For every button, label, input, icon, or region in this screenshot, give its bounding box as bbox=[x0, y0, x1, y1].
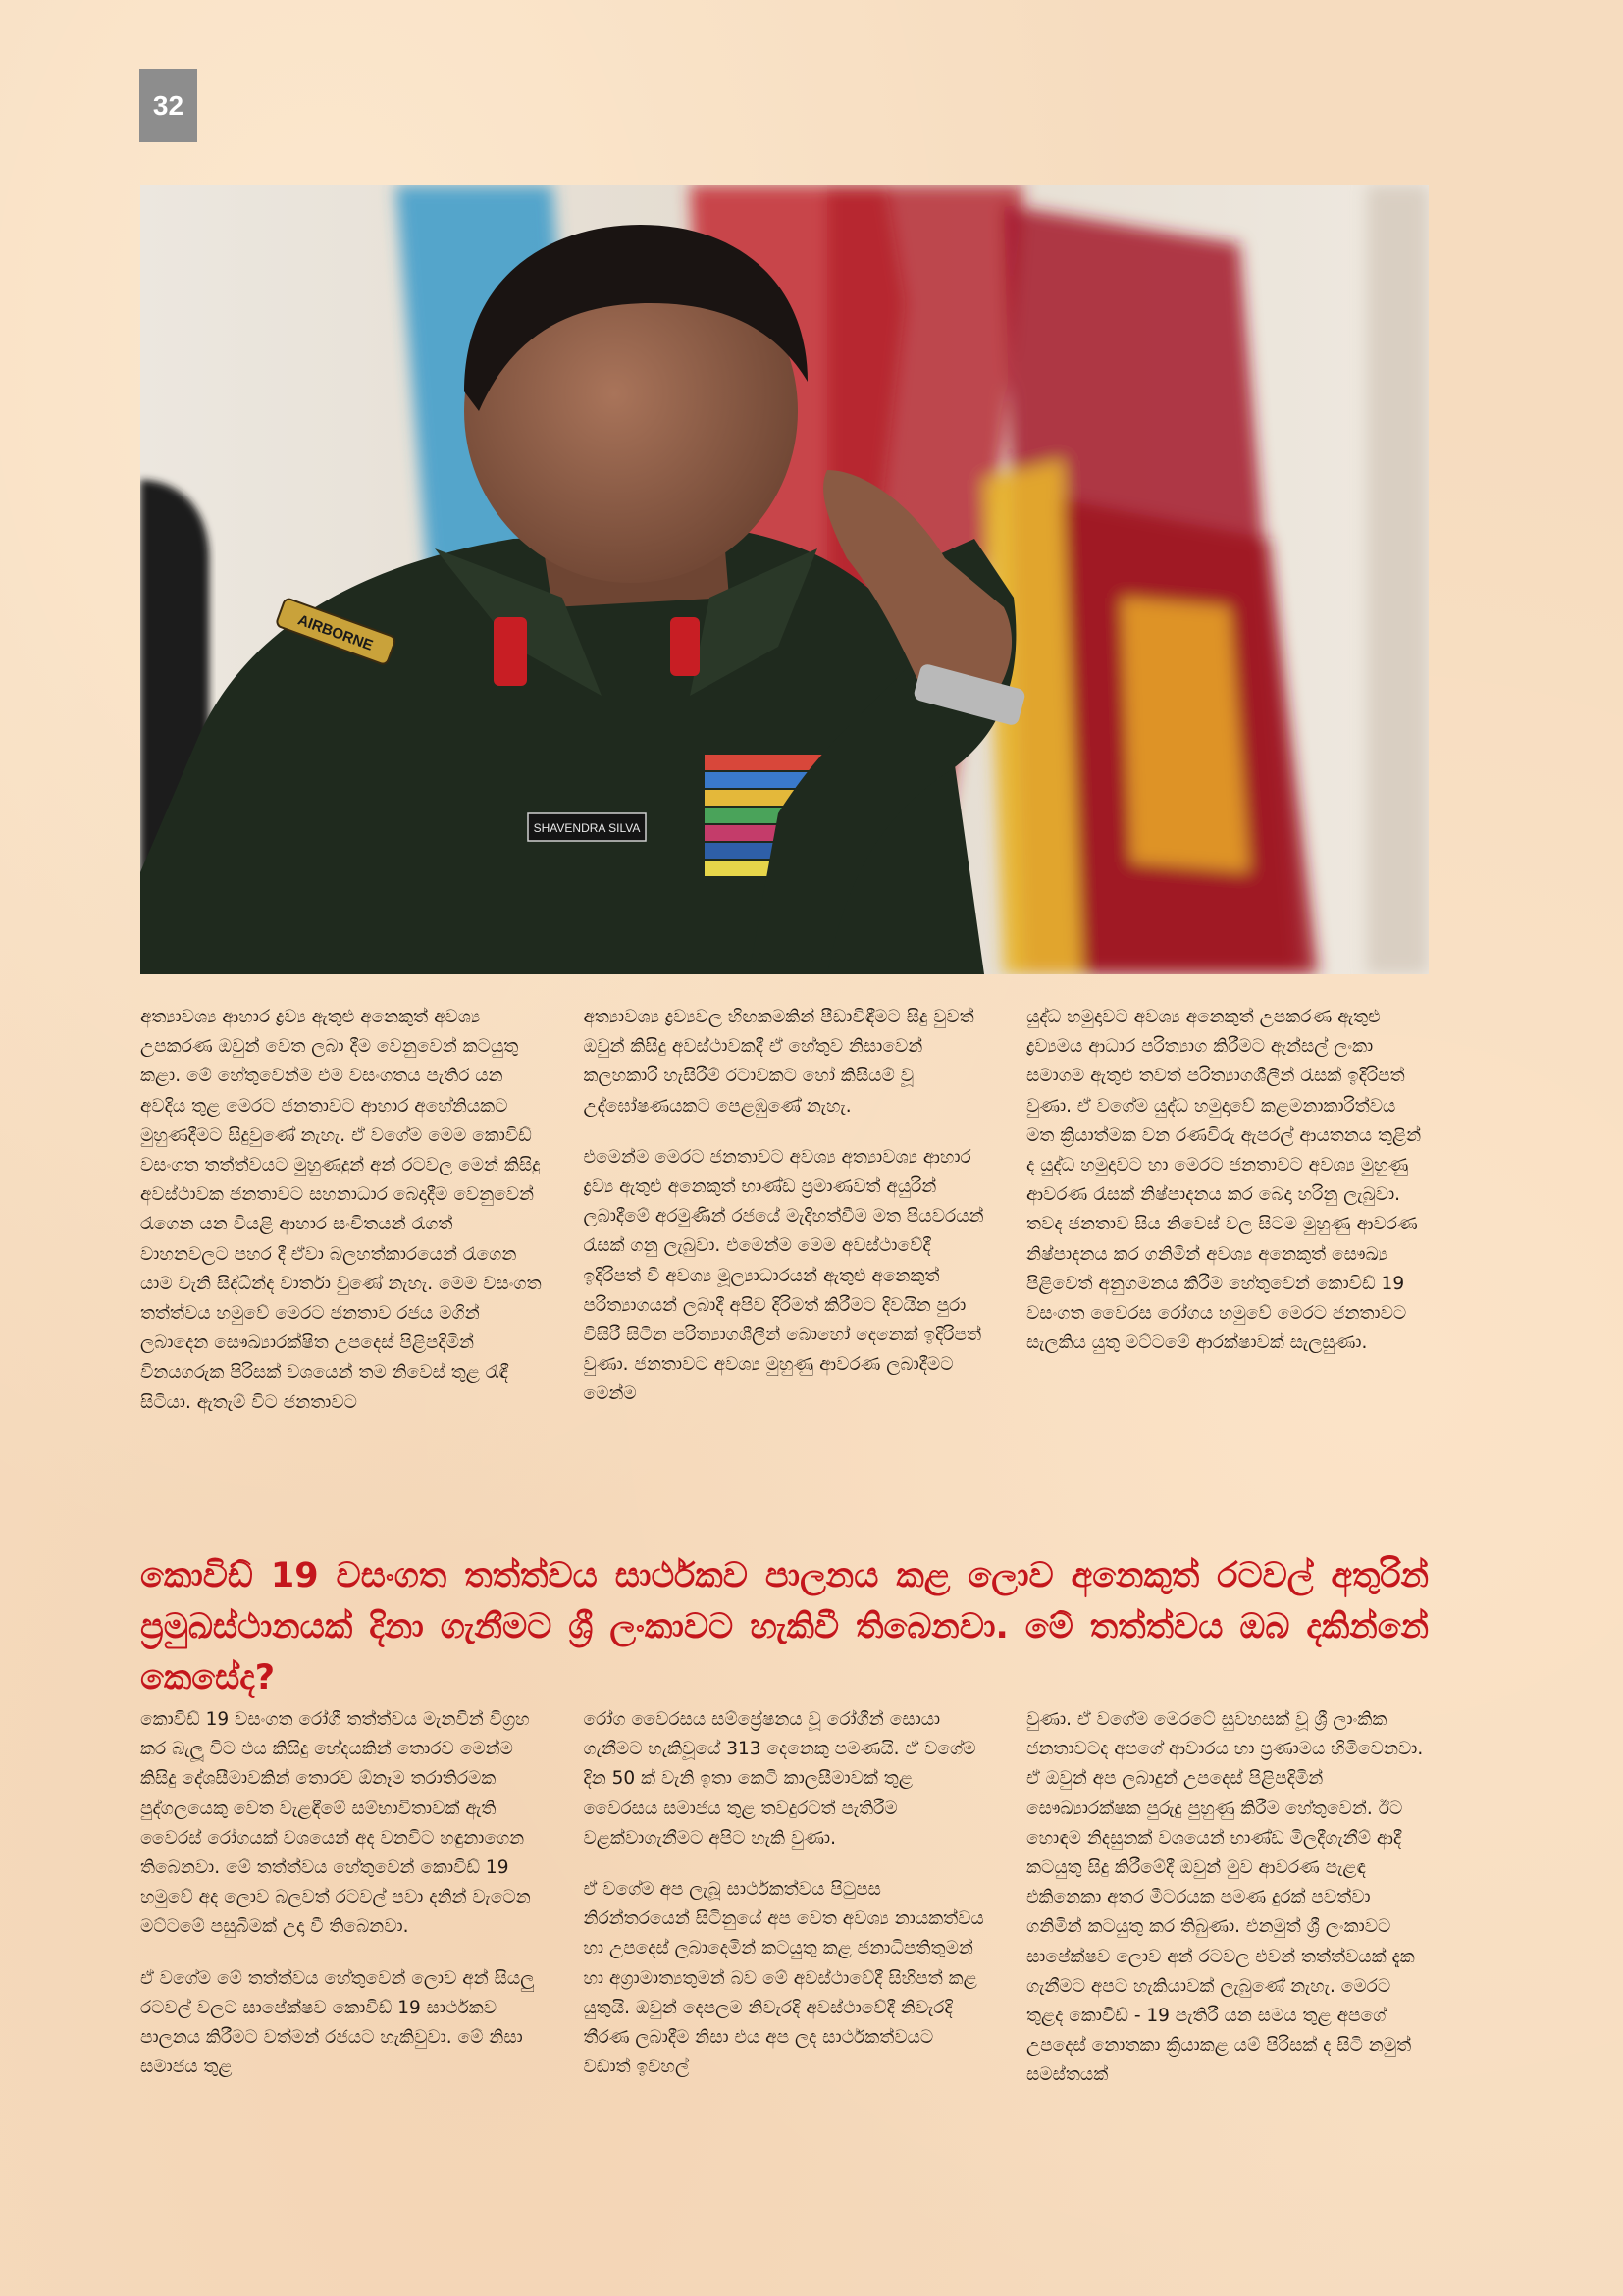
article-columns-bottom bbox=[140, 1705, 1429, 2265]
paragraph: අත්‍යාවශ්‍ය ද්‍රව්‍යවල හිඟකමකින් පීඩාවිඳීමට සිදු වුවත් ඔවුන් කිසිදු අවස්ථාවකදී ඒ හේතුව නිසාවෙන් කලහකාරී හැසිරීම් රටාවකට හෝ කිසියම් වූ උද්ඝෝෂණයකට පෙළඹුණේ නැහැ. bbox=[583, 1007, 974, 1117]
army-commander-photo bbox=[140, 185, 1429, 974]
cover-photo bbox=[140, 185, 1429, 974]
article-column bbox=[1026, 1705, 1429, 2265]
name-plate: SHAVENDRA SILVA bbox=[533, 821, 641, 835]
airborne-tab: AIRBORNE bbox=[295, 611, 376, 654]
paragraph: වුණා. ඒ වගේම මෙරටේ සුවහසක් වූ ශ්‍රී ලාංකික ජනතාවටද අපගේ ආචාරය හා ප්‍රණාමය හිමිවෙනවා. ඒ ඔවුන් අප ලබාදුන් උපදෙස් පිළිපදිමින් සෞඛ්‍යාරක්ෂක පුරුදු පුහුණු කිරීම හේතුවෙන්. ඊට හොඳම නිදසුනක් වශයෙන් භාණ්ඩ මිලදීගැනීම් ආදී කටයුතු සිදු කිරීමේදී ඔවුන් මුව ආවරණ පැළඳ එකිනෙකා අතර මීටරයක පමණ දුරක් පවත්වා ගනිමින් කටයුතු කර තිබුණා. එනමුත් ශ්‍රී ලංකාවට සාපේක්ෂව ලොව අන් රටවල එවන් තත්ත්වයක් දැක ගැනීමට අපට හැකියාවක් ලැබුණේ නැහැ. මෙරට තුළද කොවිඩ් - 19 පැතිරී යන සමය තුළ අපගේ උපදෙස් නොතකා ක්‍රියාකළ යම් පිරිසක් ද සිටි නමුත් සමස්තයක් bbox=[1026, 1709, 1424, 2086]
paragraph: ඒ වගේම අප ලැබූ සාර්ථකත්වය පිටුපස නිරන්තරයෙන් සිටිනුයේ අප වෙත අවශ්‍ය නායකත්වය හා උපදෙස් ලබාදෙමින් කටයුතු කළ ජනාධිපතිතුමන් හා අග්‍රාමාත්‍යතුමන් බව මේ අවස්ථාවේදී සිහිපත් කළ යුතුයි. ඔවුන් දෙපලම නිවැරදි අවස්ථාවේදී නිවැරදි තීරණ ලබාදීම නිසා එය අප ලද සාර්ථකත්වයට වඩාත් ඉවහල් bbox=[583, 1879, 984, 2078]
paragraph: එමෙන්ම මෙරට ජනතාවට අවශ්‍ය අත්‍යාවශ්‍ය ආහාර ද්‍රව්‍ය ඇතුළු අනෙකුත් භාණ්ඩ ප්‍රමාණවත් අයුරින් ලබාදීමේ අරමුණින් රජයේ මැදිහත්වීම මත පියවරයන් රැසක් ගනු ලැබුවා. එමෙන්ම මෙම අවස්ථාවේදී ඉදිරිපත් වී අවශ්‍ය මූල්‍යාධාරයන් ඇතුළු අනෙකුත් පරිත්‍යාගයන් ලබාදී අපිව දිරිමත් කිරීමට දිවයින පුරා විසිරී සිටින පරිත්‍යාගශීලීන් බොහෝ දෙනෙක් ඉදිරිපත් වුණා. ජනතාවට අවශ්‍ය මුහුණු ආවරණ ලබාදීමට මෙන්ම bbox=[583, 1146, 984, 1405]
article-column bbox=[140, 1003, 543, 1513]
page-number: 32 bbox=[139, 69, 197, 142]
question-headline: කොවිඩ් 19 වසංගත තත්ත්වය සාර්ථකව පාලනය කළ ලොව අනෙකුත් රටවල් අතුරින් ප්‍රමුඛස්ථානයක් දිනා ගැනීමට ශ්‍රී ලංකාවට හැකිවී තිබෙනවා. මේ තත්ත්වය ඔබ දකින්නේ කෙසේද? bbox=[140, 1556, 1429, 1697]
article-column bbox=[1026, 1003, 1429, 1513]
article-column bbox=[584, 1003, 986, 1513]
paragraph: යුද්ධ හමුදාවට අවශ්‍ය අනෙකුත් උපකරණ ඇතුළු ද්‍රව්‍යමය ආධාර පරිත්‍යාග කිරීමට ඇන්සල් ලංකා සමාගම ඇතුළු තවත් පරිත්‍යාගශීලීන් රැසක් ඉදිරිපත් වුණා. ඒ වගේම යුද්ධ හමුදාවේ කළමනාකාරිත්වය මත ක්‍රියාත්මක වන රණවිරු ඇපරල් ආයතනය තුළින් ද යුද්ධ හමුදාවට හා මෙරට ජනතාවට අවශ්‍ය මුහුණු ආවරණ රැසක් නිෂ්පාදනය කර බෙදා හරිනු ලැබුවා. තවද ජනතාව සිය නිවෙස් වල සිටම මුහුණු ආවරණ නිෂ්පාදනය කර ගනිමින් අවශ්‍ය අනෙකුත් සෞඛ්‍ය පිළිවෙත් අනුගමනය කිරීම හේතුවෙන් කොවිඩ් 19 වසංගත වෛරස රෝගය හමුවේ මෙරට ජනතාවට සැලකිය යුතු මට්ටමේ ආරක්ෂාවක් සැලසුණා. bbox=[1026, 1007, 1422, 1354]
paragraph: රෝග වෛරසය සම්ප්‍රේෂනය වූ රෝගීන් සොයා ගැනීමට හැකිවූයේ 313 දෙනෙකු පමණයි. ඒ වගේම දින 50 ක් වැනි ඉතා කෙටි කාලසීමාවක් තුළ වෛරසය සමාජය තුළ තවදුරටත් පැතිරීම වළක්වාගැනීමට අපිට හැකි වුණා. bbox=[583, 1709, 976, 1849]
paragraph: අත්‍යාවශ්‍ය ආහාර ද්‍රව්‍ය ඇතුළු අනෙකුත් අවශ්‍ය උපකරණ ඔවුන් වෙත ලබා දීම වෙනුවෙන් කටයුතු කළා. මේ හේතුවෙන්ම එම වසංගතය පැතිර යන අවදිය තුළ මෙරට ජනතාවට ආහාර අහේනියකට මුහුණදීමට සිදුවුණේ නැහැ. ඒ වගේම මෙම කොවිඩ් වසංගත තත්ත්වයට මුහුණදුන් අන් රටවල මෙන් කිසිදු අවස්ථාවක ජනතාවට සහනාධාර බෙදාදීම වෙනුවෙන් රැගෙන යන වියළි ආහාර සංචිතයන් රැගත් වාහනවලට පහර දී ඒවා බලහත්කාරයෙන් රැගෙන යාම වැනි සිද්ධීන්ද වාර්තා වුණේ නැහැ. මෙම වසංගත තත්ත්වය හමුවේ මෙරට ජනතාව රජය මගින් ලබාදෙන සෞඛ්‍යාරක්ෂිත උපදෙස් පිළිපදිමින් විනයගරුක පිරිසක් වශයෙන් තම නිවෙස් තුළ රැඳී සිටියා. ඇතැම් විට ජනතාවට bbox=[140, 1007, 542, 1413]
article-columns-top bbox=[140, 1003, 1429, 1513]
article-column bbox=[140, 1705, 543, 2265]
paragraph: කොවිඩ් 19 වසංගත රෝගී තත්ත්වය මැනවින් විග්‍රහ කර බැලූ විට එය කිසිදු භේදයකින් තොරව මෙන්ම කිසිදු දේශසීමාවකින් තොරව ඕනෑම තරාතිරමක පුද්ගලයෙකු වෙත වැළඳීමේ සම්භාවිතාවක් ඇති වෛරස් රෝගයක් වශයෙන් අද වනවිට හඳුනාගෙන තිබෙනවා. මේ තත්ත්වය හේතුවෙන් කොවිඩ් 19 හමුවේ අද ලොව බලවත් රටවල් පවා දනින් වැටෙන මට්ටමේ පසුබිමක් උදා වී තිබෙනවා. bbox=[140, 1709, 531, 1938]
article-column bbox=[584, 1705, 986, 2265]
paragraph: ඒ වගේම මේ තත්ත්වය හේතුවෙන් ලොව අන් සියලු රටවල් වලට සාපේක්ෂව කොවිඩ් 19 සාර්ථකව පාලනය කිරීමට වත්මන් රජයට හැකිවුවා. මේ නිසා සමාජය තුළ bbox=[140, 1967, 535, 2078]
